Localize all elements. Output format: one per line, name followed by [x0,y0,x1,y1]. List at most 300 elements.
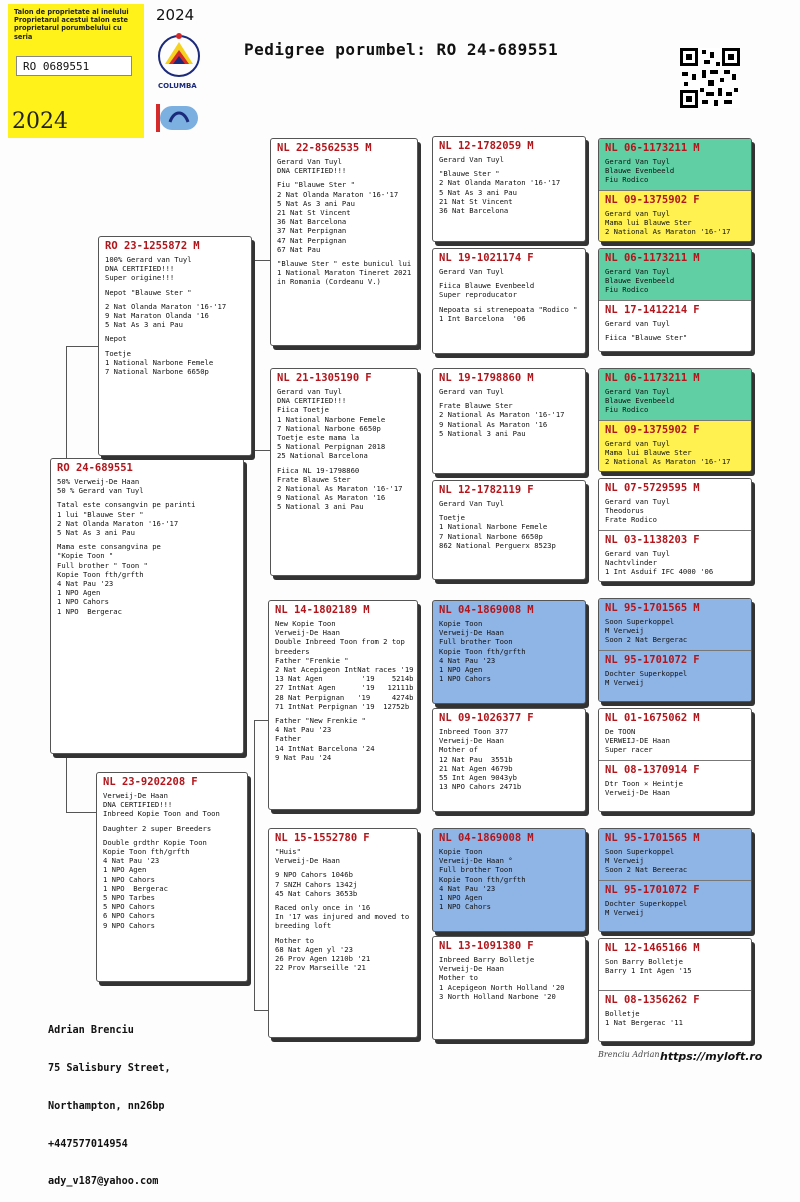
grandparent-card-line: Verweij-De Haan [275,628,340,638]
grandparent-card-line: Mother to [275,935,314,945]
great-grandparent-card-line: 5 National 3 ani Pau [439,428,526,438]
grandparent-card-line: breeders [275,646,310,656]
great-grandparent-card [432,936,586,1040]
ancestor-line: Soon Superkoppel [605,617,675,626]
grandparent-card-line: 13 Nat Agen '19 5214b [275,674,414,684]
grandparent-card-line: 27 IntNat Agen '19 12111b [275,683,414,693]
great-grandparent-card-line: 1 NPO Cahors [439,674,491,684]
grandparent-card-line: 9 Nat Pau '24 [275,752,332,762]
sex-label: M [527,372,534,384]
grandparent-card-line: 5 National 3 ani Pau [277,502,364,512]
sex-label: M [693,832,700,844]
ancestor-line: Gerard van Tuyl [605,549,670,558]
sex-label: M [693,142,700,154]
ancestor-line: VERWEIJ-DE Haan [605,736,670,746]
great-grandparent-card [432,708,586,812]
ancestor-card [599,881,751,932]
ancestor-card [599,829,751,881]
great-grandparent-card-line: 1 National Narbone Femele [439,522,548,532]
owner-name: Adrian Brenciu [48,1025,134,1037]
ancestor-card [599,531,751,582]
sex-label: M [693,372,700,384]
great-grandparent-card-line: 1 NPO Agen [439,665,483,675]
ancestor-line: Gerard van Tuyl [605,497,670,506]
ring-number: NL 08-1370914 [605,764,688,776]
ancestor-line: 1 Int Asduif IFC 4000 '06 [605,567,714,577]
ancestor-line: M Verweij [605,856,644,866]
year-label: 2024 [156,6,195,24]
tag-year: 2024 [12,109,68,134]
great-grandparent-card [432,368,586,474]
great-grandparent-card-line: 4 Nat Pau '23 [439,655,496,665]
dam-line: 9 NPO Cahors [103,920,155,930]
subject-line: Tatal este consangvin pe parinti [57,500,196,510]
sex-label: F [693,194,700,206]
dam-line: 1 NPO Agen [103,865,147,875]
great-grandparent-card-line: Inbreed Toon 377 [439,727,509,736]
ancestor-card [599,761,751,812]
ring-number: NL 12-1782119 [439,484,522,496]
great-grandparent-card-line: Full brother Toon [439,637,513,647]
great-grandparent-card-line: Gerard Van Tuyl [439,267,504,276]
ancestor-card [599,709,751,761]
great-grandparent-card-line: Verweij-De Haan [439,964,504,974]
sire-line: DNA CERTIFIED!!! [105,264,175,274]
ancestor-line: Gerard van Tuyl [605,209,670,218]
subject-line: 1 NPO Bergerac [57,606,122,616]
sex-label: F [693,764,700,776]
great-grandparent-card-line: Verweij-De Haan ° [439,856,513,866]
great-grandparent-card-line: Kopie Toon fth/grfth [439,646,526,656]
ring-number: NL 12-1782059 [439,140,522,152]
ring-number: NL 13-1091380 [439,940,522,952]
grandparent-card-line: 45 Nat Cahors 3653b [275,888,358,898]
sex-label: M [527,832,534,844]
ancestor-line: Fiica "Blauwe Ster" [605,333,688,343]
dam-line: Kopie Toon fth/grfth [103,847,190,857]
great-grandparent-card-line: "Blauwe Ster " [439,169,500,179]
ring-number: NL 14-1802189 [275,604,358,616]
subject-ring: RO 24-689551 [57,462,133,474]
ring-ownership-tag [8,4,144,138]
ancestor-pair-card [598,368,752,472]
ancestor-line: Soon 2 Nat Bereerac [605,865,688,875]
grandparent-card-line: Gerard van Tuyl [277,387,342,396]
sire-card [98,236,252,456]
owner-address-2: Northampton, nn26bp [48,1100,165,1112]
sire-ring: RO 23-1255872 [105,240,188,252]
ancestor-line: 2 National As Maraton '16-'17 [605,457,731,467]
ring-number: NL 12-1465166 [605,942,688,954]
ring-number: NL 21-1305190 [277,372,360,384]
ring-number: NL 09-1375902 [605,194,688,206]
owner-phone: +447577014954 [48,1138,128,1150]
ancestor-line: Gerard Van Tuyl [605,157,670,166]
subject-line: 50% Verweij-De Haan [57,477,140,486]
dam-line: 1 NPO Cahors [103,874,155,884]
ring-number: NL 04-1869008 [439,604,522,616]
ring-number: NL 95-1701565 [605,832,688,844]
subject-line: "Kopie Toon " [57,551,114,561]
sire-line: 1 National Narbone Femele [105,357,214,367]
ring-number: NL 06-1173211 [605,142,688,154]
sex-label: M [363,604,370,616]
ancestor-line: Dochter Superkoppel [605,669,688,678]
ancestor-line: Blauwe Evenbeeld [605,396,675,406]
website-link[interactable]: https://myloft.ro [660,1050,763,1063]
great-grandparent-card-line: 4 Nat Pau '23 [439,883,496,893]
sex-label: F [693,994,700,1006]
columba-logo [156,28,202,132]
ring-number: NL 09-1375902 [605,424,688,436]
grandparent-card-line: 7 SNZH Cahors 1342j [275,879,358,889]
ancestor-card [599,421,751,472]
grandparent-card-line: Gerard Van Tuyl [277,157,342,166]
ancestor-card [599,651,751,702]
ancestor-pair-card [598,248,752,352]
sex-label: M [527,604,534,616]
ancestor-card [599,599,751,651]
dam-ring: NL 23-9202208 [103,776,186,788]
grandparent-card [270,138,418,346]
dam-line: Double grdthr Kopie Toon [103,837,207,847]
sex-label: M [365,142,372,154]
ancestor-line: Barry 1 Int Agen '15 [605,966,692,976]
ancestor-line: Gerard Van Tuyl [605,267,670,276]
ring-number: NL 07-5729595 [605,482,688,494]
great-grandparent-card-line: Frate Blauwe Ster [439,401,513,411]
dam-line: Inbreed Kopie Toon and Toon [103,809,220,819]
dam-line: DNA CERTIFIED!!! [103,800,173,810]
grandparent-card-line: Toetje este mama la [277,433,360,443]
great-grandparent-card-line: 2 Nat Olanda Maraton '16-'17 [439,178,561,188]
grandparent-card-line: Frate Blauwe Ster [277,474,351,484]
owner-info [48,1000,171,1202]
grandparent-card-line: 5 National Perpignan 2018 [277,442,386,452]
sex-label: M [693,942,700,954]
signature: Brenciu Adrian [598,1050,660,1059]
grandparent-card-line: 37 Nat Perpignan [277,226,347,236]
great-grandparent-card [432,828,586,932]
ancestor-line: Fiu Rodico [605,285,649,295]
qr-code [680,48,740,108]
grandparent-card-line: 68 Nat Agen yl '23 [275,944,353,954]
ring-number: NL 15-1552780 [275,832,358,844]
great-grandparent-card-line: Kopie Toon fth/grfth [439,874,526,884]
grandparent-card-line: in Romania (Cordeanu V.) [277,277,381,287]
grandparent-card-line: 1 National Narbone Femele [277,414,386,424]
ring-number: NL 06-1173211 [605,372,688,384]
grandparent-card-line: breeding loft [275,921,332,931]
grandparent-card [270,368,418,576]
ancestor-line: Gerard Van Tuyl [605,387,670,396]
ancestor-line: Mama lui Blauwe Ster [605,448,692,458]
sire-line: Super origine!!! [105,273,175,283]
great-grandparent-card-line: 9 National As Maraton '16 [439,419,548,429]
great-grandparent-card-line: 36 Nat Barcelona [439,206,509,216]
sex-label: M [693,712,700,724]
ancestor-pair-card [598,938,752,1042]
great-grandparent-card-line: Gerard van Tuyl [439,387,504,396]
sex-label: F [527,484,534,496]
great-grandparent-card-line: 12 Nat Pau 3551b [439,754,513,764]
grandparent-card-line: 7 National Narbone 6650p [277,423,381,433]
ancestor-line: Bolletje [605,1009,640,1018]
tag-text-1: Talon de proprietate al inelului [14,8,129,16]
grandparent-card-line: 4 Nat Pau '23 [275,725,332,735]
grandparent-card-line: Father [275,734,301,744]
great-grandparent-card-line: 21 Nat Agen 4679b [439,763,513,773]
great-grandparent-card-line: 1 Int Barcelona '06 [439,313,526,323]
great-grandparent-card-line: Nepoata si strenepoata "Rodico " [439,304,578,314]
grandparent-card-line: 67 Nat Pau [277,244,321,254]
dam-line: 4 Nat Pau '23 [103,856,160,866]
grandparent-card-line: 71 IntNat Perpignan '19 12752b [275,701,410,711]
ancestor-card [599,139,751,191]
sex-label: F [527,940,534,952]
subject-line: Full brother " Toon " [57,560,148,570]
grandparent-card-line: Double Inbreed Toon from 2 top [275,637,405,647]
ring-number: NL 19-1021174 [439,252,522,264]
ancestor-line: Verweij-De Haan [605,788,670,798]
sire-line: Toetje [105,348,131,358]
sex-label: F [693,304,700,316]
grandparent-card-line: Father "Frenkie " [275,655,349,665]
sex-label: F [365,372,372,384]
ancestor-line: Dochter Superkoppel [605,899,688,908]
subject-line: 1 NPO Agen [57,588,101,598]
grandparent-card-line: New Kopie Toon [275,619,336,628]
sex-label: F [693,534,700,546]
logo-text: COLUMBA [158,82,197,90]
great-grandparent-card-line: 3 North Holland Narbone '20 [439,991,556,1001]
ancestor-card [599,249,751,301]
ancestor-line: Fiu Rodico [605,405,649,415]
subject-line: Kopie Toon fth/grfth [57,569,144,579]
great-grandparent-card-line: 13 NPO Cahors 2471b [439,782,522,792]
ancestor-line: Dtr Toon × Heintje [605,779,683,788]
ancestor-line: Gerard van Tuyl [605,319,670,328]
ancestor-card [599,991,751,1042]
subject-line: 1 NPO Cahors [57,597,109,607]
sex-label: M [527,140,534,152]
grandparent-card-line: Father "New Frenkie " [275,716,366,726]
grandparent-card-line: DNA CERTIFIED!!! [277,396,347,406]
ring-number: NL 17-1412214 [605,304,688,316]
great-grandparent-card-line: Mother of [439,745,478,755]
great-grandparent-card-line: Verweij-De Haan [439,736,504,746]
sex-label: F [527,712,534,724]
great-grandparent-card-line: Fiica Blauwe Evenbeeld [439,281,535,291]
ancestor-card [599,369,751,421]
ancestor-line: Soon Superkoppel [605,847,675,856]
ring-number: NL 95-1701072 [605,884,688,896]
grandparent-card-line: 2 National As Maraton '16-'17 [277,484,403,494]
ring-number: NL 03-1138203 [605,534,688,546]
ancestor-line: M Verweij [605,908,644,918]
owner-email: ady_v187@yahoo.com [48,1176,159,1188]
ancestor-pair-card [598,708,752,812]
ancestor-line: Super racer [605,745,653,755]
ancestor-line: M Verweij [605,678,644,688]
great-grandparent-card [432,136,586,242]
dam-line: 5 NPO Cahors [103,902,155,912]
ancestor-line: De TOON [605,727,636,736]
sex-label: F [693,884,700,896]
sex-label: F [527,252,534,264]
subject-line: 5 Nat As 3 ani Pau [57,528,135,538]
ring-number: NL 09-1026377 [439,712,522,724]
grandparent-card-line: 9 NPO Cahors 1046b [275,870,353,880]
great-grandparent-card [432,248,586,354]
grandparent-card-line: 2 Nat Olanda Maraton '16-'17 [277,189,399,199]
ring-number: NL 06-1173211 [605,252,688,264]
great-grandparent-card-line: Inbreed Barry Bolletje [439,955,535,964]
page-title: Pedigree porumbel: RO 24-689551 [244,40,559,59]
sire-line: 100% Gerard van Tuyl [105,255,192,264]
sex-label: M [693,252,700,264]
grandparent-card-line: 2 Nat Acepigeon IntNat races '19 [275,665,414,675]
sire-sex: M [193,240,200,252]
ancestor-line: Son Barry Bolletje [605,957,683,966]
ancestor-pair-card [598,138,752,242]
ancestor-line: Soon 2 Nat Bergerac [605,635,688,645]
ring-number: NL 08-1356262 [605,994,688,1006]
ancestor-line: M Verweij [605,626,644,636]
great-grandparent-card-line: Verweij-De Haan [439,628,504,638]
great-grandparent-card-line: 55 Int Agen 9043yb [439,773,517,783]
grandparent-card-line: 25 National Barcelona [277,451,368,461]
dam-line: 5 NPO Tarbes [103,893,155,903]
grandparent-card-line: DNA CERTIFIED!!! [277,166,347,176]
ancestor-line: Mama lui Blauwe Ster [605,218,692,228]
subject-pigeon-card [50,458,244,754]
great-grandparent-card-line: 2 National As Maraton '16-'17 [439,410,565,420]
subject-line: Mama este consangvina pe [57,542,161,552]
ancestor-line: Fiu Rodico [605,175,649,185]
tag-text-3: proprietarul porumbelului cu seria [14,24,122,41]
dam-card [96,772,248,982]
dam-line: Verweij-De Haan [103,791,168,800]
ancestor-card [599,191,751,242]
great-grandparent-card-line: Kopie Toon [439,619,483,628]
sex-label: F [693,424,700,436]
dam-line: 1 NPO Bergerac [103,883,168,893]
sex-label: F [363,832,370,844]
subject-line: 2 Nat Olanda Maraton '16-'17 [57,518,179,528]
ancestor-card [599,939,751,991]
grandparent-card-line: 21 Nat St Vincent [277,208,351,218]
grandparent-card-line: "Blauwe Ster " este bunicul lui [277,259,412,269]
great-grandparent-card-line: 1 NPO Agen [439,893,483,903]
dam-sex: F [191,776,198,788]
ancestor-pair-card [598,478,752,582]
sex-label: M [693,482,700,494]
great-grandparent-card-line: 21 Nat St Vincent [439,196,513,206]
sire-line: 2 Nat Olanda Maraton '16-'17 [105,301,227,311]
sire-line: 5 Nat As 3 ani Pau [105,320,183,330]
subject-line: 1 lui "Blauwe Ster " [57,509,144,519]
ring-number: NL 22-8562535 [277,142,360,154]
great-grandparent-card-line: Gerard Van Tuyl [439,499,504,508]
grandparent-card-line: Fiu "Blauwe Ster " [277,180,355,190]
grandparent-card-line: 36 Nat Barcelona [277,217,347,227]
ancestor-card [599,479,751,531]
ancestor-line: 1 Nat Bergerac '11 [605,1018,683,1028]
tag-ring-number: RO 0689551 [16,56,132,76]
grandparent-card-line: 22 Prov Marseille '21 [275,963,366,973]
ancestor-card [599,301,751,352]
sire-line: Nepot "Blauwe Ster " [105,287,192,297]
ring-number: NL 95-1701072 [605,654,688,666]
grandparent-card-line: In '17 was injured and moved to [275,912,410,922]
ancestor-pair-card [598,598,752,702]
grandparent-card-line: Verweij-De Haan [275,856,340,866]
tag-text-2: Proprietarul acestui talon este [14,16,128,25]
great-grandparent-card-line: Full brother Toon [439,865,513,875]
ancestor-line: Frate Rodico [605,515,657,525]
grandparent-card-line: 28 Nat Perpignan '19 4274b [275,692,414,702]
subject-line: 4 Nat Pau '23 [57,579,114,589]
grandparent-card-line: 9 National As Maraton '16 [277,493,386,503]
ring-number: NL 04-1869008 [439,832,522,844]
ancestor-line: Blauwe Evenbeeld [605,276,675,286]
dam-line: 6 NPO Cahors [103,911,155,921]
owner-address-1: 75 Salisbury Street, [48,1062,171,1074]
grandparent-card-line: Raced only once in '16 [275,903,371,913]
subject-line: 50 % Gerard van Tuyl [57,486,144,496]
grandparent-card [268,600,418,810]
grandparent-card-line: 1 National Maraton Tineret 2021 [277,268,412,278]
great-grandparent-card-line: Toetje [439,513,465,523]
great-grandparent-card-line: 862 National Perguerx 8523p [439,540,556,550]
ancestor-pair-card [598,828,752,932]
sire-line: Nepot [105,334,127,344]
great-grandparent-card-line: Super reproducator [439,290,517,300]
grandparent-card-line: 14 IntNat Barcelona '24 [275,743,375,753]
great-grandparent-card-line: Mother to [439,973,478,983]
ancestor-line: Blauwe Evenbeeld [605,166,675,176]
ancestor-line: 2 National As Maraton '16-'17 [605,227,731,237]
grandparent-card [268,828,418,1038]
sex-label: M [693,602,700,614]
ring-number: NL 01-1675062 [605,712,688,724]
grandparent-card-line: Fiica Toetje [277,405,329,415]
sire-line: 9 Nat Maraton Olanda '16 [105,311,209,321]
great-grandparent-card [432,600,586,704]
great-grandparent-card-line: 1 Acepigeon North Holland '20 [439,982,565,992]
great-grandparent-card-line: 5 Nat As 3 ani Pau [439,187,517,197]
ring-number: NL 19-1798860 [439,372,522,384]
great-grandparent-card-line: Kopie Toon [439,847,483,856]
dam-line: Daughter 2 super Breeders [103,823,212,833]
grandparent-card-line: 26 Prov Agen 1210b '21 [275,954,371,964]
great-grandparent-card-line: 7 National Narbone 6650p [439,531,543,541]
ancestor-line: Nachtvlinder [605,558,657,568]
great-grandparent-card [432,480,586,580]
sex-label: F [693,654,700,666]
great-grandparent-card-line: 1 NPO Cahors [439,902,491,912]
sire-line: 7 National Narbone 6650p [105,367,209,377]
great-grandparent-card-line: Gerard Van Tuyl [439,155,504,164]
ancestor-line: Theodorus [605,506,644,516]
ring-number: NL 95-1701565 [605,602,688,614]
grandparent-card-line: 5 Nat As 3 ani Pau [277,198,355,208]
ancestor-line: Gerard van Tuyl [605,439,670,448]
grandparent-card-line: "Huis" [275,847,301,856]
grandparent-card-line: Fiica NL 19-1798860 [277,465,360,475]
grandparent-card-line: 47 Nat Perpignan [277,235,347,245]
